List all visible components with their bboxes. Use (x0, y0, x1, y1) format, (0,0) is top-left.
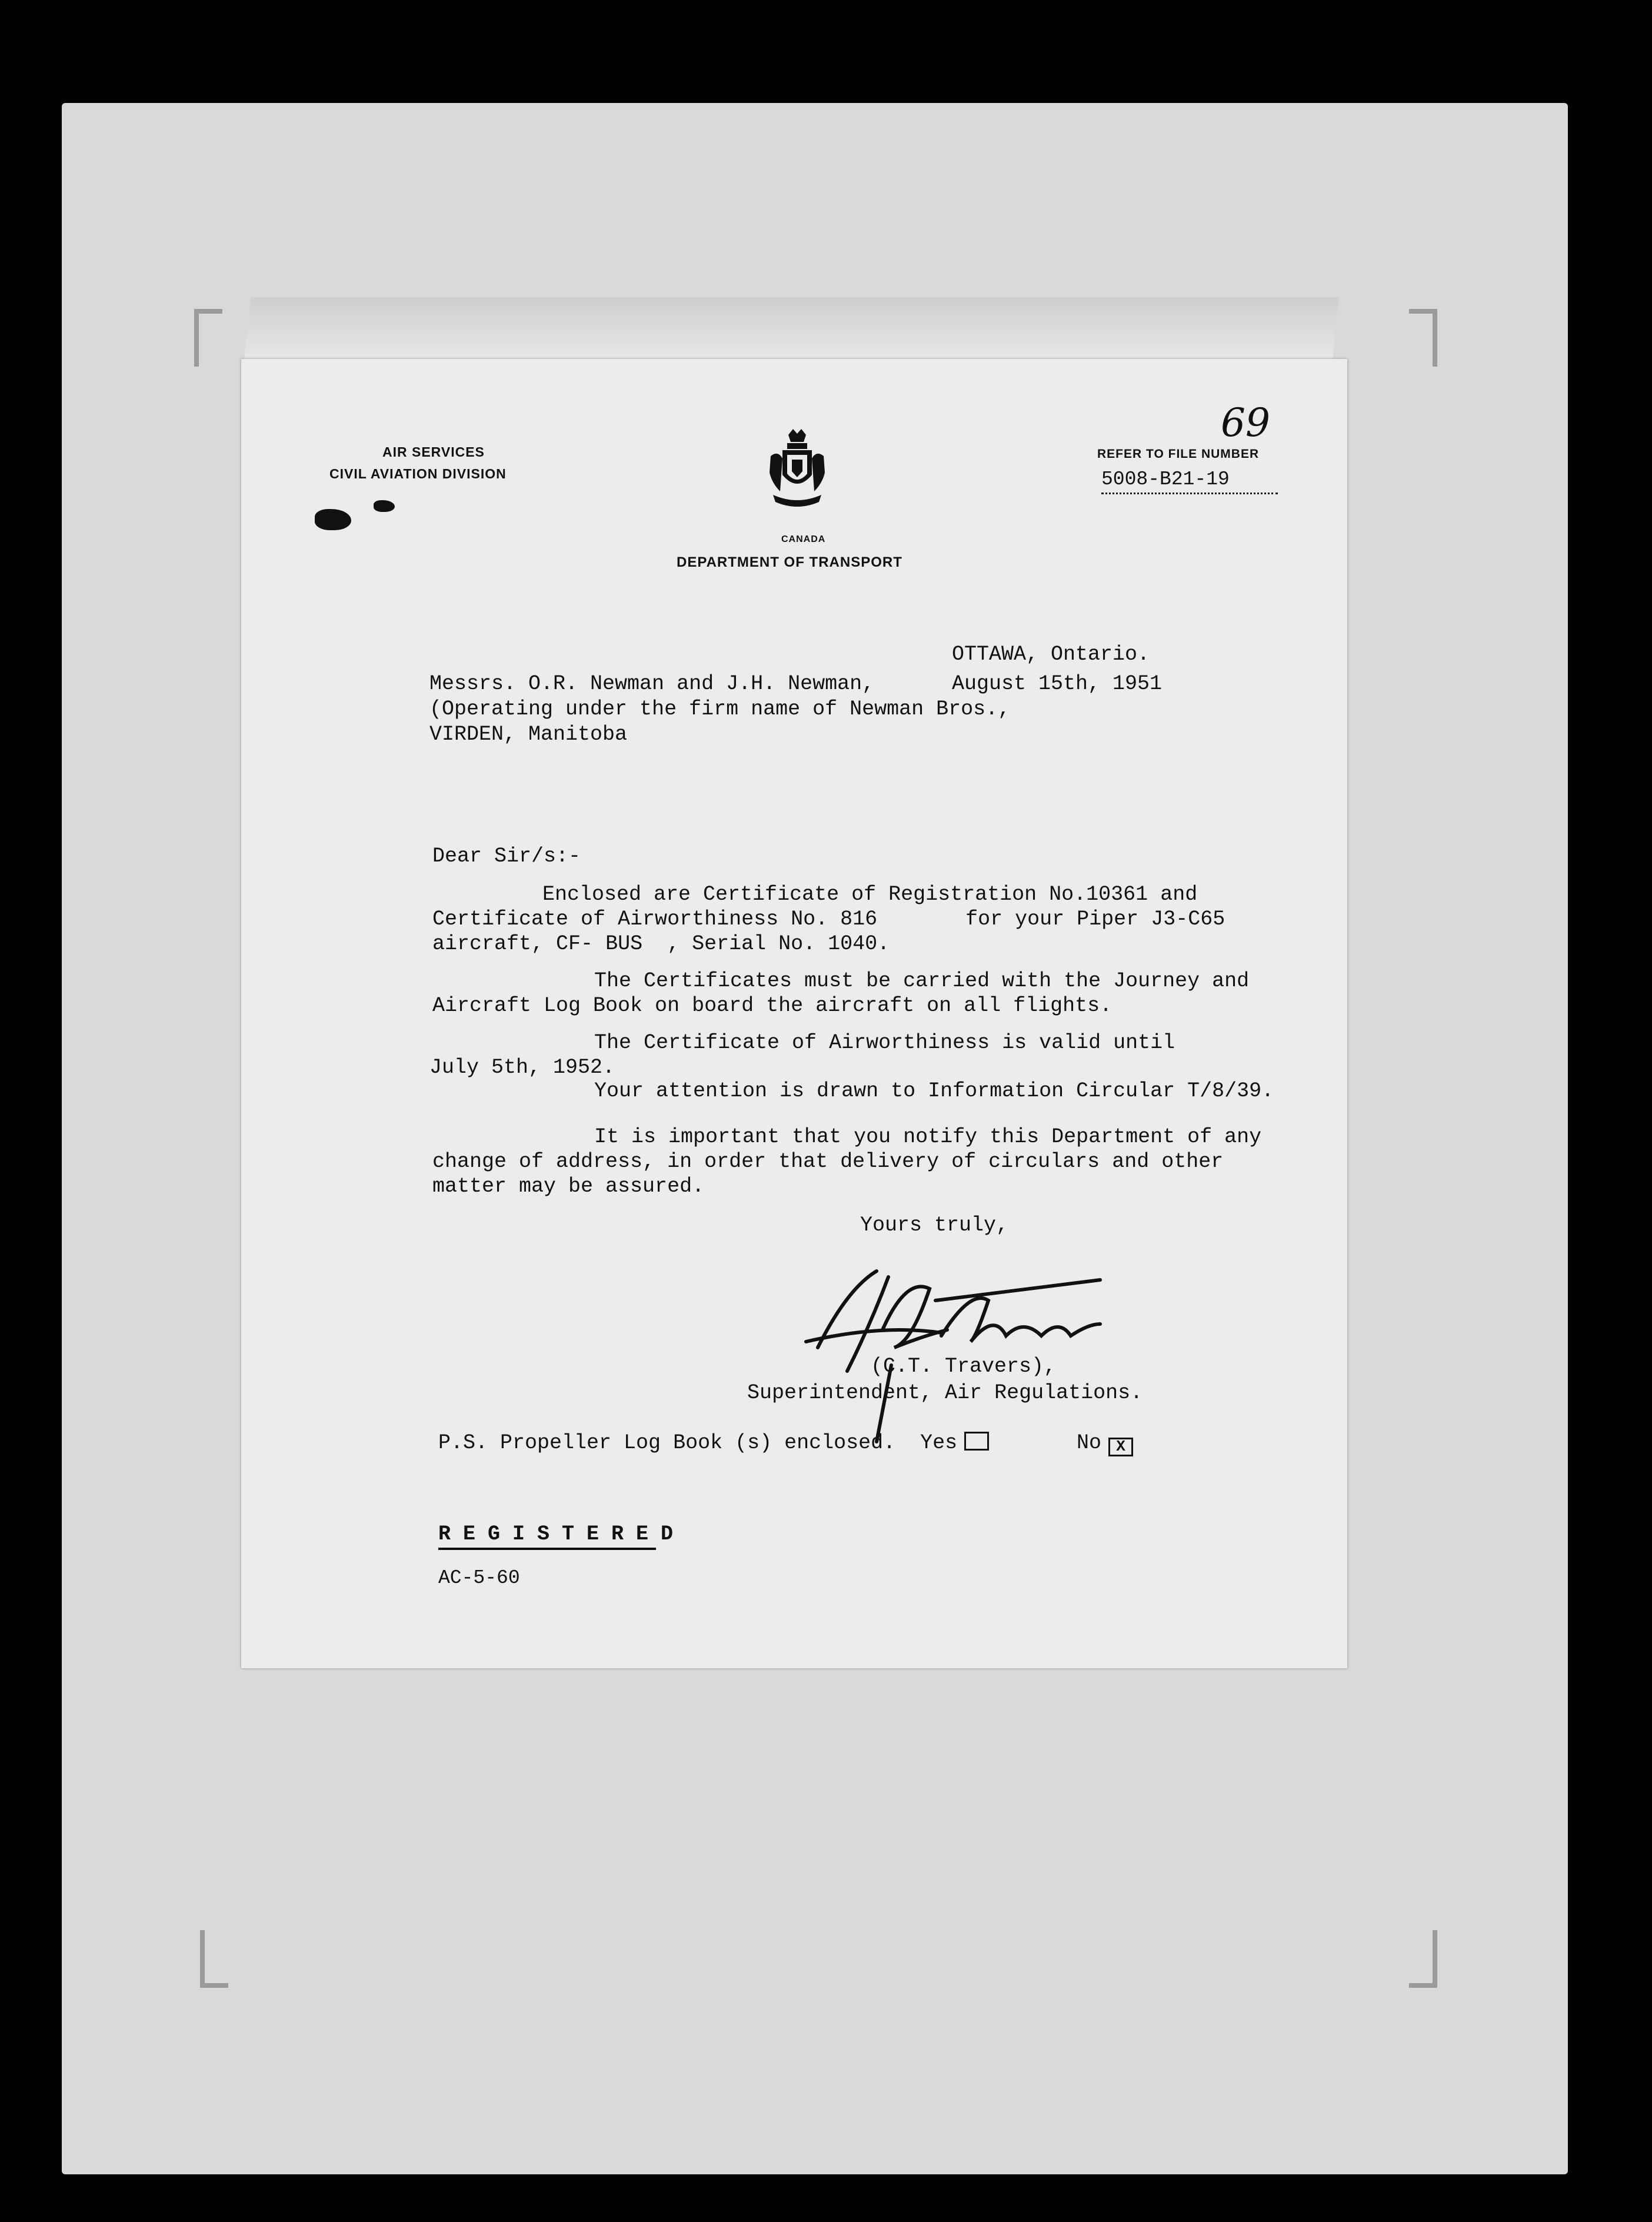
crop-mark-bottom-right (1409, 1930, 1437, 1988)
hole-punch-mark-small (374, 500, 395, 512)
hole-punch-mark (315, 509, 351, 530)
recipient-line-3: VIRDEN, Manitoba (429, 723, 628, 746)
recipient-line-1: Messrs. O.R. Newman and J.H. Newman, (429, 672, 875, 696)
body-p3-line-1: The Certificate of Airworthiness is valid until (594, 1031, 1175, 1055)
body-p2-line-1: The Certificates must be carried with the Journey and (594, 969, 1250, 993)
body-p2-line-2: Aircraft Log Book on board the aircraft on all flights. (432, 994, 1113, 1017)
aircraft-registration-mark: BUS (605, 932, 643, 956)
registration-certificate-number: 10361 (1086, 883, 1148, 906)
signer-title: Superintendent, Air Regulations. (747, 1381, 1143, 1405)
letter-page (241, 359, 1347, 1668)
page-number-annotation: 69 (1221, 400, 1270, 445)
salutation: Dear Sir/s:- (432, 844, 581, 868)
no-option (1077, 1430, 1133, 1456)
file-reference-number: 5008-B21-19 (1101, 467, 1278, 494)
body-p3-line-2: July 5th, 1952. (429, 1056, 615, 1079)
paper-shadow (244, 297, 1339, 365)
letterhead-air-services: AIR SERVICES (382, 444, 485, 460)
form-code: AC-5-60 (438, 1567, 520, 1589)
letterhead-civil-aviation-division: CIVIL AVIATION DIVISION (329, 466, 507, 481)
body-p5-line-3: matter may be assured. (432, 1175, 705, 1198)
aircraft-serial-number: 1040. (828, 932, 890, 956)
letter-place: OTTAWA, Ontario. (952, 643, 1150, 666)
aircraft-model: J3-C65 (1151, 907, 1225, 931)
body-p1-line-3: aircraft, CF- BUS , Serial No. 1040. (432, 932, 890, 956)
file-reference-label: REFER TO FILE NUMBER (1097, 447, 1260, 461)
crop-mark-top-right (1409, 309, 1437, 367)
body-p5-line-1: It is important that you notify this Department of any (594, 1125, 1262, 1149)
no-option-label: No (1077, 1431, 1102, 1455)
body-p4-line-1: Your attention is drawn to Information Circular T/8/39. (594, 1079, 1274, 1103)
no-checkbox-marked: X (1108, 1438, 1133, 1456)
yes-checkbox (964, 1432, 989, 1451)
body-p1-line-2: Certificate of Airworthiness No. 816 for your Piper J3-C65 (432, 907, 1225, 931)
crop-mark-bottom-left (200, 1930, 228, 1988)
yes-option-label: Yes (920, 1431, 958, 1455)
letterhead-country: CANADA (781, 534, 826, 544)
handwritten-signature (794, 1253, 1135, 1448)
recipient-line-2: (Operating under the firm name of Newman Bros., (429, 697, 1011, 721)
airworthiness-certificate-number: 816 (840, 907, 878, 931)
postscript-line: P.S. Propeller Log Book (s) enclosed. Yes (438, 1430, 989, 1456)
letterhead-department: DEPARTMENT OF TRANSPORT (677, 554, 902, 570)
registered-stamp: R E G I S T E R E D (438, 1522, 674, 1546)
crop-mark-top-left (194, 309, 222, 367)
canada-coat-of-arms-icon (765, 427, 830, 515)
body-p1-line-1: Enclosed are Certificate of Registration No.10361 and (542, 883, 1198, 906)
registered-underline (438, 1548, 656, 1550)
signer-name: (C.T. Travers), (871, 1355, 1057, 1378)
valediction: Yours truly, (860, 1213, 1009, 1237)
body-p5-line-2: change of address, in order that delivery of circulars and other (432, 1150, 1224, 1173)
letter-date: August 15th, 1951 (952, 672, 1163, 696)
